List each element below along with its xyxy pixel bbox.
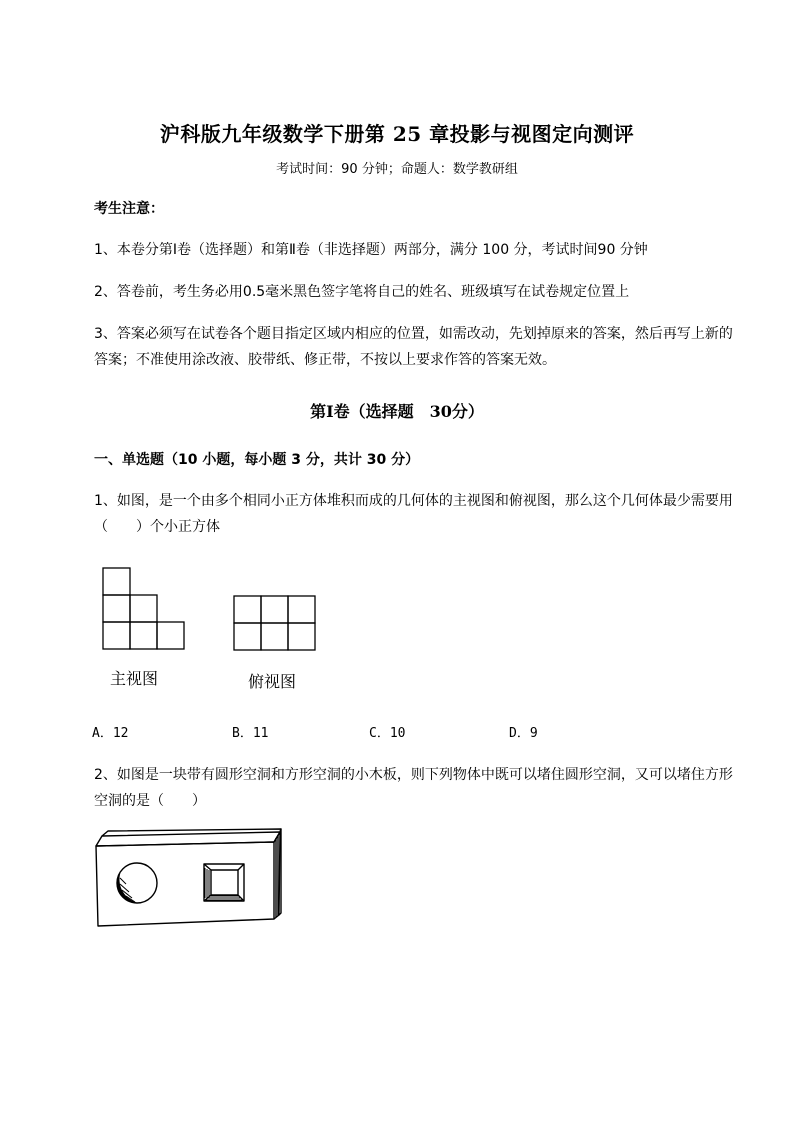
option-b: B．11 <box>232 726 269 741</box>
question-1-text: 1、如图，是一个由多个相同小正方体堆积而成的几何体的主视图和俯视图，那么这个几何体最少需要用（ ）个小正方体 <box>94 493 733 535</box>
section-title: 第Ⅰ卷（选择题 30分） <box>310 402 484 421</box>
part-heading: 一、单选题（10 小题，每小题 3 分，共计 30 分） <box>94 452 420 468</box>
top-view-figure <box>232 594 320 654</box>
exam-subtitle: 考试时间：90 分钟；命题人：数学教研组 <box>276 162 518 177</box>
option-c: C．10 <box>369 726 406 741</box>
option-a: A．12 <box>92 726 129 741</box>
front-view-caption: 主视图 <box>110 669 159 688</box>
page-title: 沪科版九年级数学下册第 25 章投影与视图定向测评 <box>159 122 635 146</box>
notice-heading: 考生注意： <box>94 201 164 217</box>
top-view-caption: 俯视图 <box>248 672 297 691</box>
notice-item-1: 1、本卷分第Ⅰ卷（选择题）和第Ⅱ卷（非选择题）两部分，满分 100 分，考试时间90 分钟 <box>94 242 648 258</box>
notice-item-3: 3、答案必须写在试卷各个题目指定区域内相应的位置，如需改动，先划掉原来的答案，然后再写上新的答案；不准使用涂改液、胶带纸、修正带，不按以上要求作答的答案无效。 <box>94 326 733 368</box>
option-d: D．9 <box>509 726 538 741</box>
front-view-figure <box>100 565 190 655</box>
notice-item-2: 2、答卷前，考生务必用0.5毫米黑色签字笔将自己的姓名、班级填写在试卷规定位置上 <box>94 284 630 300</box>
board-figure <box>92 828 284 930</box>
question-2-text: 2、如图是一块带有圆形空洞和方形空洞的小木板，则下列物体中既可以堵住圆形空洞，又可以堵住方形空洞的是（ ） <box>94 767 733 809</box>
